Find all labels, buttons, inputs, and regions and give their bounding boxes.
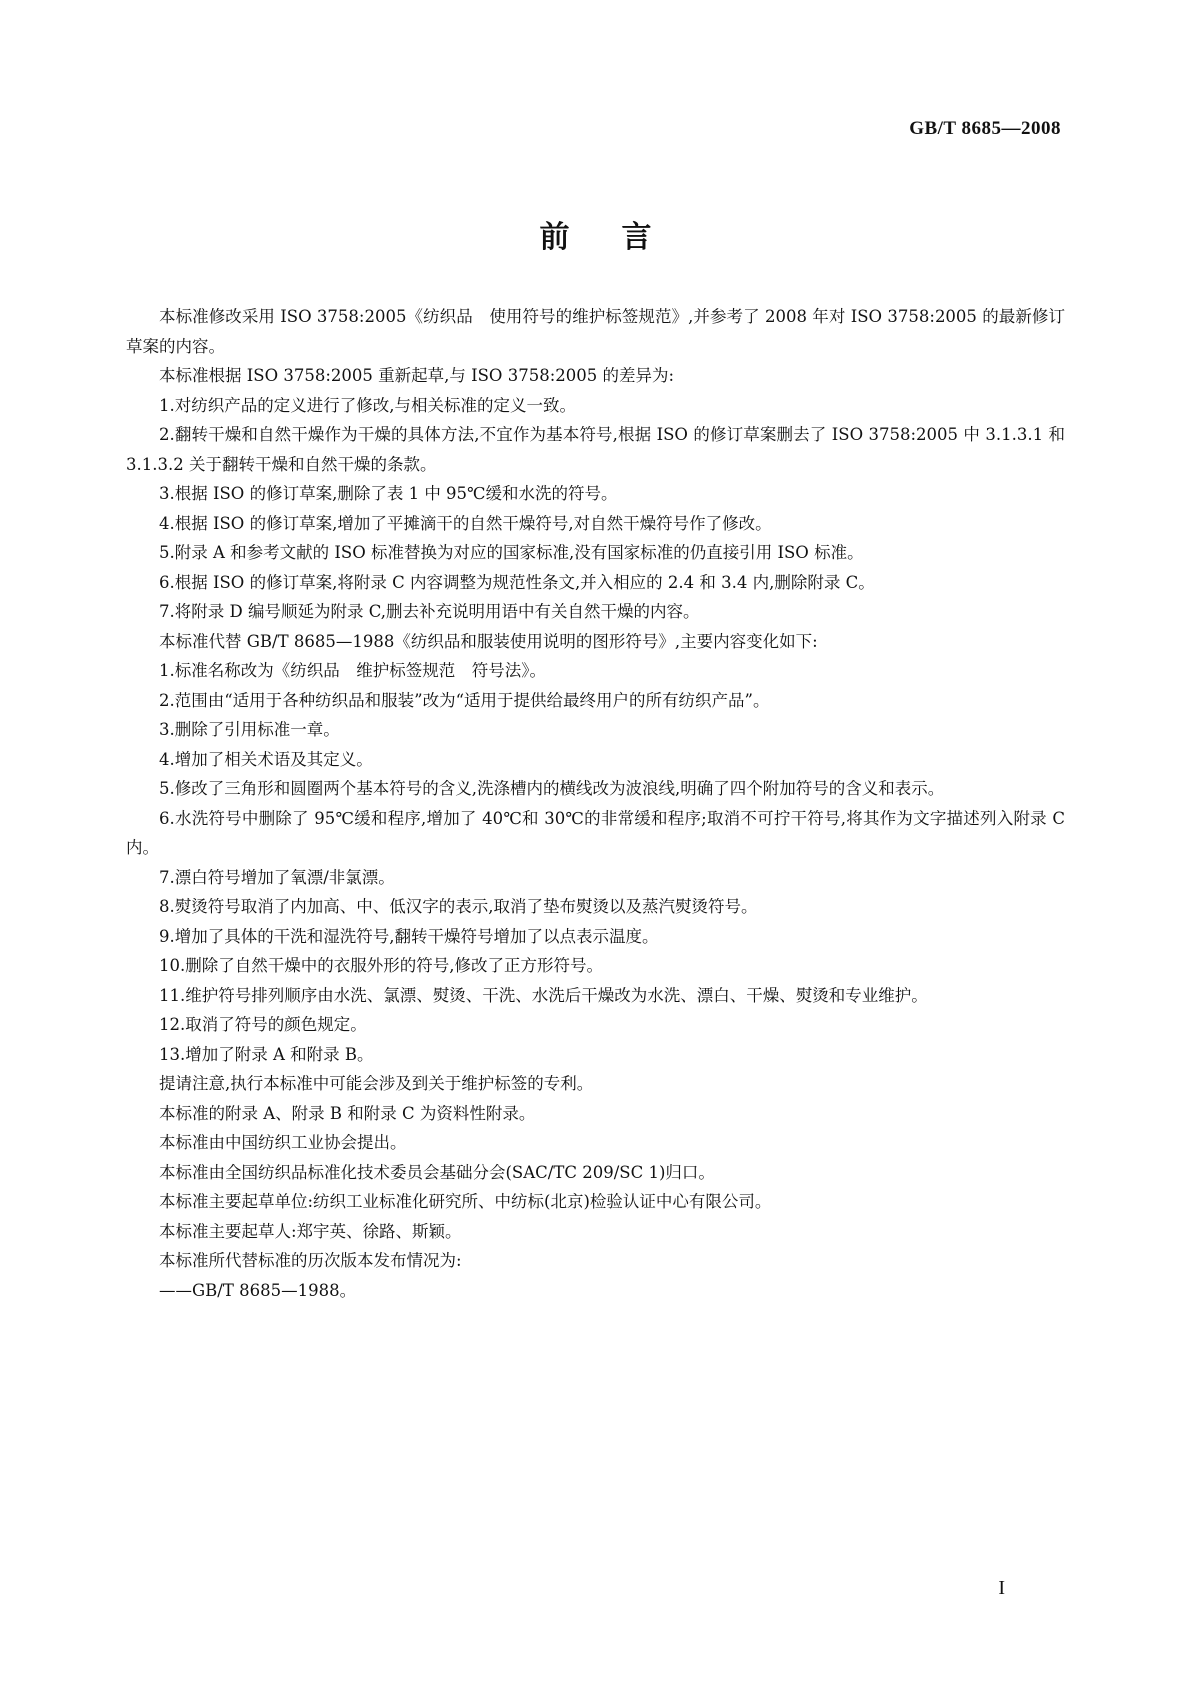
paragraph: 7.漂白符号增加了氧漂/非氯漂。 <box>159 867 395 887</box>
page-number: I <box>998 1577 1005 1599</box>
paragraph: 13.增加了附录 A 和附录 B。 <box>159 1044 374 1064</box>
paragraph: 5.附录 A 和参考文献的 ISO 标准替换为对应的国家标准,没有国家标准的仍直接引用 ISO 标准。 <box>159 543 864 562</box>
paragraph: 本标准主要起草人:郑宇英、徐路、斯颖。 <box>159 1221 462 1241</box>
paragraph: 11.维护符号排列顺序由水洗、氯漂、熨烫、干洗、水洗后干燥改为水洗、漂白、干燥、熨烫和专业维护。 <box>159 985 928 1005</box>
foreword-body <box>126 302 1065 1305</box>
paragraph: 本标准代替 GB/T 8685—1988《纺织品和服装使用说明的图形符号》,主要内容变化如下: <box>159 631 818 651</box>
standard-code: GB/T 8685—2008 <box>909 118 1061 139</box>
paragraph: 6.根据 ISO 的修订草案,将附录 C 内容调整为规范性条文,并入相应的 2.4 和 3.4 内,删除附录 C。 <box>159 572 875 592</box>
paragraph: 8.熨烫符号取消了内加高、中、低汉字的表示,取消了垫布熨烫以及蒸汽熨烫符号。 <box>159 897 758 916</box>
page-title: 前言 <box>539 220 704 255</box>
paragraph: ——GB/T 8685—1988。 <box>159 1280 357 1300</box>
paragraph: 提请注意,执行本标准中可能会涉及到关于维护标签的专利。 <box>159 1074 594 1093</box>
paragraph: 3.删除了引用标准一章。 <box>159 720 340 739</box>
paragraph: 1.标准名称改为《纺织品 维护标签规范 符号法》。 <box>159 661 546 680</box>
paragraph: 9.增加了具体的干洗和湿洗符号,翻转干燥符号增加了以点表示温度。 <box>159 926 659 946</box>
paragraph: 12.取消了符号的颜色规定。 <box>159 1015 367 1034</box>
paragraph: 本标准修改采用 ISO 3758:2005《纺织品 使用符号的维护标签规范》,并参考了 2008 年对 ISO 3758:2005 的最新修订草案的内容。 <box>126 307 1065 356</box>
paragraph: 本标准由中国纺织工业协会提出。 <box>159 1133 407 1152</box>
paragraph: 4.根据 ISO 的修订草案,增加了平摊滴干的自然干燥符号,对自然干燥符号作了修改。 <box>159 513 772 533</box>
paragraph: 2.翻转干燥和自然干燥作为干燥的具体方法,不宜作为基本符号,根据 ISO 的修订草案删去了 ISO 3758:2005 中 3.1.3.1 和 3.1.3.2 关于翻转干燥和自然干燥的条款。 <box>126 425 1065 474</box>
paragraph: 3.根据 ISO 的修订草案,删除了表 1 中 95℃缓和水洗的符号。 <box>159 484 618 503</box>
paragraph: 7.将附录 D 编号顺延为附录 C,删去补充说明用语中有关自然干燥的内容。 <box>159 602 700 621</box>
paragraph: 6.水洗符号中删除了 95℃缓和程序,增加了 40℃和 30℃的非常缓和程序;取消不可拧干符号,将其作为文字描述列入附录 C 内。 <box>126 808 1065 857</box>
paragraph: 本标准的附录 A、附录 B 和附录 C 为资料性附录。 <box>159 1103 536 1123</box>
paragraph: 本标准所代替标准的历次版本发布情况为: <box>159 1251 462 1270</box>
paragraph: 本标准主要起草单位:纺织工业标准化研究所、中纺标(北京)检验认证中心有限公司。 <box>159 1192 772 1211</box>
paragraph: 1.对纺织产品的定义进行了修改,与相关标准的定义一致。 <box>159 395 576 415</box>
paragraph: 5.修改了三角形和圆圈两个基本符号的含义,洗涤槽内的横线改为波浪线,明确了四个附加符号的含义和表示。 <box>159 779 945 798</box>
paragraph: 本标准根据 ISO 3758:2005 重新起草,与 ISO 3758:2005 的差异为: <box>159 366 675 385</box>
paragraph: 4.增加了相关术语及其定义。 <box>159 749 373 769</box>
paragraph: 本标准由全国纺织品标准化技术委员会基础分会(SAC/TC 209/SC 1)归口。 <box>159 1162 715 1182</box>
paragraph: 10.删除了自然干燥中的衣服外形的符号,修改了正方形符号。 <box>159 956 603 975</box>
paragraph: 2.范围由“适用于各种纺织品和服装”改为“适用于提供给最终用户的所有纺织产品”。 <box>159 690 770 710</box>
